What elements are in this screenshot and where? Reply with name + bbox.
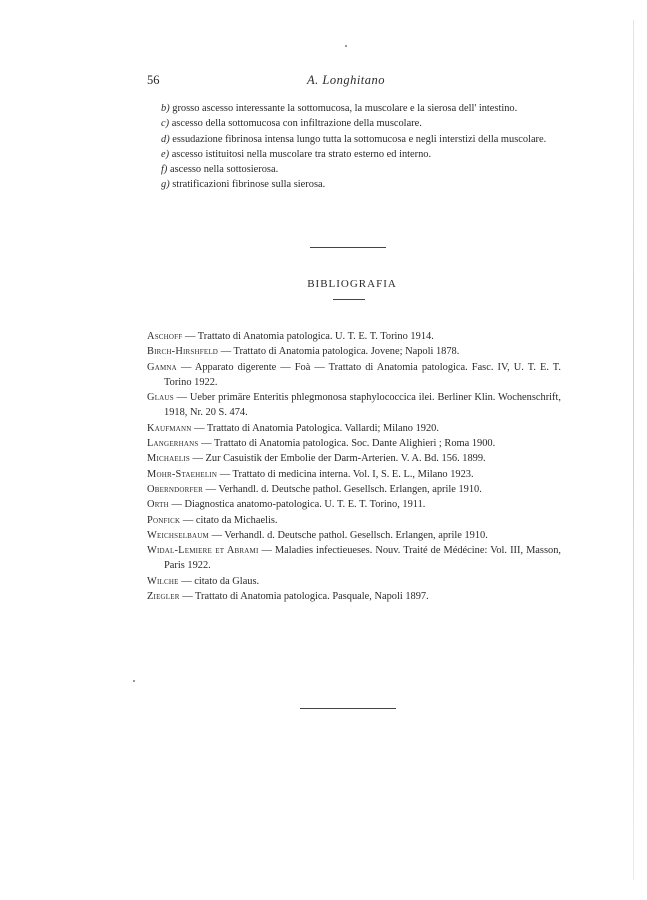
section-title: BIBLIOGRAFIA <box>307 278 397 290</box>
running-author: A. Longhitano <box>307 73 386 87</box>
bib-entry: Weichselbaum — Verhandl. d. Deutsche pathol. Gesellsch. Erlangen, aprile 1910. <box>147 529 488 541</box>
running-header <box>147 73 557 93</box>
bib-entry: Ponfick — citato da Michaelis. <box>147 514 278 526</box>
bib-entry: Aschoff — Trattato di Anatomia patologica. U. T. E. T. Torino 1914. <box>147 331 434 342</box>
bib-entry: Birch-Hirshfeld — Trattato di Anatomia patologica. Jovene; Napoli 1878. <box>147 346 460 358</box>
list-item: f) ascesso nella sottosierosa. <box>161 164 279 176</box>
bib-entry: Wilche — citato da Glaus. <box>147 575 260 587</box>
bib-entry: Glaus — Ueber primäre Enteritis phlegmonosa staphylococcica ilei. Berliner Klin. Wochenschrift, 1918, Nr. 20 S. 474. <box>147 392 561 419</box>
binding-crease <box>633 20 634 880</box>
section-divider <box>310 247 386 248</box>
list-item: b) grosso ascesso interessante la sottomucosa, la muscolare e la sierosa dell' intestino. <box>161 103 518 114</box>
print-speck <box>345 45 347 47</box>
list-item: e) ascesso istituitosi nella muscolare tra strato esterno ed interno. <box>161 148 432 160</box>
title-underline <box>333 299 365 300</box>
bib-entry: Widal-Lemiere et Abrami — Maladies infectieueses. Nouv. Traité de Médécine: Vol. III, Masson, Paris 1922. <box>147 545 561 572</box>
list-item: d) essudazione fibrinosa intensa lungo tutta la sottomucosa e negli interstizi della muscolare. <box>161 133 547 145</box>
lesion-list <box>147 101 561 193</box>
bib-entry: Ziegler — Trattato di Anatomia patologica. Pasquale, Napoli 1897. <box>147 591 429 603</box>
bib-entry: Orth — Diagnostica anatomo-patologica. U. T. E. T. Torino, 1911. <box>147 499 426 511</box>
list-item: c) ascesso della sottomucosa con infiltrazione della muscolare. <box>161 118 422 130</box>
page-number: 56 <box>147 73 160 87</box>
list-item: g) stratificazioni fibrinose sulla sierosa. <box>161 179 326 191</box>
bib-entry: Mohr-Staehelin — Trattato di medicina interna. Vol. I, S. E. L., Milano 1923. <box>147 468 474 480</box>
bib-entry: Kaufmann — Trattato di Anatomia Patologica. Vallardi; Milano 1920. <box>147 422 439 434</box>
bib-entry: Gamna — Apparato digerente — Foà — Trattato di Anatomia patologica. Fasc. IV, U. T. E. T. Torino 1922. <box>147 361 561 388</box>
end-divider <box>300 708 396 709</box>
print-speck <box>133 680 135 682</box>
bibliography-list <box>147 329 561 604</box>
bib-entry: Langerhans — Trattato di Anatomia patologica. Soc. Dante Alighieri ; Roma 1900. <box>147 438 496 450</box>
bib-entry: Michaelis — Zur Casuistik der Embolie der Darm-Arterien. V. A. Bd. 156. 1899. <box>147 453 486 465</box>
bib-entry: Oberndorfer — Verhandl. d. Deutsche pathol. Gesellsch. Erlangen, aprile 1910. <box>147 483 482 495</box>
